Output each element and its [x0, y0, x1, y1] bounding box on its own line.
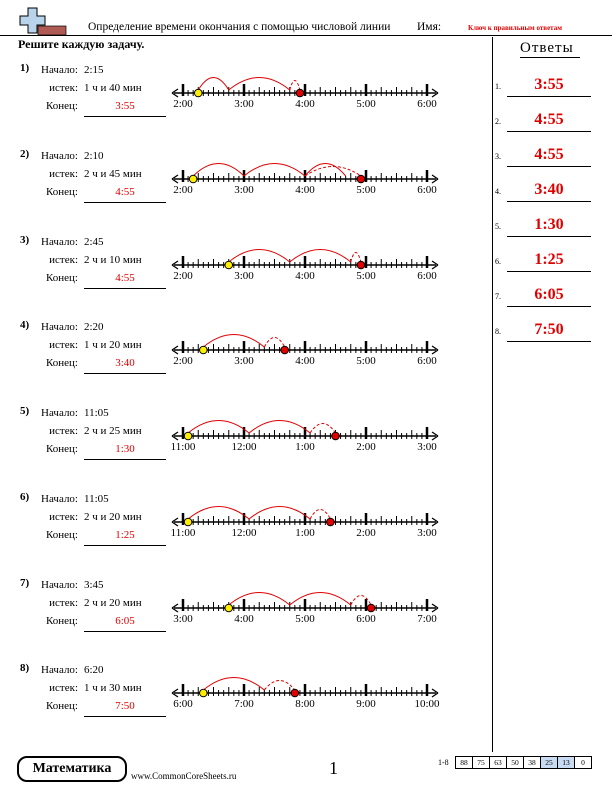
answer-key-value: 3:55 — [534, 76, 564, 93]
end-answer: 3:40 — [115, 357, 135, 369]
site-url: www.CommonCoreSheets.ru — [131, 771, 237, 781]
answer-key-value: 4:55 — [534, 146, 564, 163]
hour-label: 5:00 — [356, 270, 376, 282]
number-line — [170, 62, 440, 110]
start-value: 2:20 — [84, 321, 104, 333]
start-point — [184, 518, 192, 526]
hour-label: 9:00 — [356, 698, 376, 710]
hour-label: 6:00 — [356, 613, 376, 625]
hour-label: 3:00 — [234, 355, 254, 367]
elapsed-label: истек: — [49, 254, 78, 266]
elapsed-value: 2 ч и 45 мин — [84, 168, 142, 180]
plus-minus-logo-icon — [18, 5, 68, 35]
answer-key-number: 3. — [495, 152, 501, 161]
hour-label: 5:00 — [356, 355, 376, 367]
end-answer: 4:55 — [115, 272, 135, 284]
hour-label: 7:00 — [417, 613, 437, 625]
hour-label: 2:00 — [173, 355, 193, 367]
end-label: Конец: — [45, 272, 78, 284]
end-label: Конец: — [45, 100, 78, 112]
end-answer: 7:50 — [115, 700, 135, 712]
end-point — [327, 518, 335, 526]
elapsed-value: 2 ч и 20 мин — [84, 511, 142, 523]
problem-number: 2) — [20, 148, 30, 160]
score-cell: 63 — [489, 756, 507, 769]
problem-1 — [0, 62, 490, 142]
start-label: Начало: — [41, 236, 78, 248]
start-point — [200, 346, 208, 354]
elapsed-value: 2 ч и 10 мин — [84, 254, 142, 266]
end-label: Конец: — [45, 357, 78, 369]
hour-label: 10:00 — [414, 698, 440, 710]
end-answer: 1:30 — [115, 443, 135, 455]
number-line — [170, 234, 440, 282]
hour-label: 3:00 — [417, 441, 437, 453]
hour-label: 2:00 — [173, 270, 193, 282]
problem-number: 8) — [20, 662, 30, 674]
answers-title-underline — [520, 57, 580, 58]
number-line — [170, 148, 440, 196]
hour-label: 2:00 — [356, 527, 376, 539]
answer-key-row — [495, 105, 605, 129]
start-value: 11:05 — [84, 493, 109, 505]
answer-key-line — [507, 341, 591, 342]
start-value: 6:20 — [84, 664, 104, 676]
start-label: Начало: — [41, 579, 78, 591]
start-value: 11:05 — [84, 407, 109, 419]
instruction: Решите каждую задачу. — [18, 37, 145, 51]
end-answer: 1:25 — [115, 529, 135, 541]
problem-4 — [0, 319, 490, 399]
jump-arc — [188, 507, 249, 520]
end-answer-line — [84, 459, 166, 460]
hour-label: 2:00 — [356, 441, 376, 453]
final-jump-arc — [351, 253, 361, 263]
start-point — [225, 261, 233, 269]
start-point — [225, 604, 233, 612]
header-divider — [0, 35, 612, 36]
hour-label: 3:00 — [234, 98, 254, 110]
end-point — [332, 432, 340, 440]
end-label: Конец: — [45, 186, 78, 198]
end-point — [357, 175, 365, 183]
problem-3 — [0, 234, 490, 314]
start-label: Начало: — [41, 321, 78, 333]
answer-key-line — [507, 271, 591, 272]
jump-arc — [188, 421, 249, 434]
number-line — [170, 577, 440, 625]
answer-key-number: 8. — [495, 327, 501, 336]
answer-key-value: 6:05 — [534, 286, 564, 303]
hour-label: 12:00 — [231, 527, 257, 539]
problem-2 — [0, 148, 490, 228]
elapsed-label: истек: — [49, 339, 78, 351]
answer-key-line — [507, 96, 591, 97]
hour-label: 4:00 — [295, 270, 315, 282]
score-cell: 75 — [472, 756, 490, 769]
problem-number: 5) — [20, 405, 30, 417]
end-answer-line — [84, 288, 166, 289]
elapsed-value: 2 ч и 20 мин — [84, 597, 142, 609]
hour-label: 12:00 — [231, 441, 257, 453]
end-point — [357, 261, 365, 269]
final-jump-arc — [264, 681, 295, 691]
end-answer-line — [84, 373, 166, 374]
jump-arc — [203, 335, 264, 348]
hour-label: 7:00 — [234, 698, 254, 710]
elapsed-label: истек: — [49, 511, 78, 523]
hour-label: 5:00 — [356, 98, 376, 110]
score-cell: 0 — [574, 756, 592, 769]
answer-key-line — [507, 201, 591, 202]
answers-title: Ответы — [520, 40, 574, 56]
hour-label: 1:00 — [295, 527, 315, 539]
elapsed-value: 2 ч и 25 мин — [84, 425, 142, 437]
start-point — [184, 432, 192, 440]
hour-label: 4:00 — [295, 184, 315, 196]
hour-label: 2:00 — [173, 184, 193, 196]
start-label: Начало: — [41, 664, 78, 676]
end-label: Конец: — [45, 615, 78, 627]
hour-label: 5:00 — [295, 613, 315, 625]
end-answer-line — [84, 631, 166, 632]
answer-key-row — [495, 245, 605, 269]
start-label: Начало: — [41, 150, 78, 162]
hour-label: 2:00 — [173, 98, 193, 110]
end-answer-line — [84, 716, 166, 717]
elapsed-label: истек: — [49, 82, 78, 94]
hour-label: 6:00 — [417, 355, 437, 367]
jump-arc — [249, 421, 310, 434]
number-line — [170, 491, 440, 539]
end-point — [296, 89, 304, 97]
score-cell: 88 — [455, 756, 473, 769]
math-logo: Математика — [17, 756, 127, 782]
answer-key-row — [495, 280, 605, 304]
answer-key-row — [495, 140, 605, 164]
hour-label: 11:00 — [170, 441, 196, 453]
hour-label: 8:00 — [295, 698, 315, 710]
hour-label: 4:00 — [234, 613, 254, 625]
hour-label: 3:00 — [173, 613, 193, 625]
page-number: 1 — [329, 758, 338, 778]
score-cell: 25 — [540, 756, 558, 769]
answer-key-number: 6. — [495, 257, 501, 266]
final-jump-arc — [310, 424, 335, 434]
end-answer-line — [84, 545, 166, 546]
final-jump-arc — [351, 596, 371, 606]
jump-arc — [305, 164, 346, 177]
final-jump-arc — [290, 81, 300, 91]
answer-key-row — [495, 315, 605, 339]
score-cell: 13 — [557, 756, 575, 769]
score-cell: 50 — [506, 756, 524, 769]
answer-key-row — [495, 210, 605, 234]
answer-key-number: 5. — [495, 222, 501, 231]
problem-8 — [0, 662, 490, 742]
score-table — [456, 756, 592, 768]
worksheet-title: Определение времени окончания с помощью числовой линии — [88, 21, 391, 33]
problem-number: 7) — [20, 577, 30, 589]
start-point — [194, 89, 202, 97]
answer-key-number: 2. — [495, 117, 501, 126]
problem-number: 1) — [20, 62, 30, 74]
score-range: 1-8 — [438, 758, 449, 767]
jump-arc — [193, 164, 244, 177]
end-answer: 4:55 — [115, 186, 135, 198]
end-answer: 6:05 — [115, 615, 135, 627]
hour-label: 11:00 — [170, 527, 196, 539]
number-line — [170, 405, 440, 453]
start-value: 3:45 — [84, 579, 104, 591]
answer-key-label: Ключ к правильным ответам — [468, 24, 562, 32]
hour-label: 3:00 — [234, 270, 254, 282]
problem-number: 3) — [20, 234, 30, 246]
start-label: Начало: — [41, 493, 78, 505]
answer-key-line — [507, 131, 591, 132]
elapsed-label: истек: — [49, 597, 78, 609]
problem-6 — [0, 491, 490, 571]
end-point — [291, 689, 299, 697]
answer-key-value: 4:55 — [534, 111, 564, 128]
end-label: Конец: — [45, 700, 78, 712]
elapsed-value: 1 ч и 20 мин — [84, 339, 142, 351]
answer-key-value: 7:50 — [534, 321, 564, 338]
problem-7 — [0, 577, 490, 657]
answer-key-value: 3:40 — [534, 181, 564, 198]
problem-number: 4) — [20, 319, 30, 331]
start-label: Начало: — [41, 407, 78, 419]
end-answer-line — [84, 116, 166, 117]
elapsed-label: истек: — [49, 682, 78, 694]
start-point — [189, 175, 197, 183]
hour-label: 1:00 — [295, 441, 315, 453]
answer-key-number: 4. — [495, 187, 501, 196]
answer-key-value: 1:25 — [534, 251, 564, 268]
answer-key-line — [507, 306, 591, 307]
answer-key-line — [507, 166, 591, 167]
hour-label: 4:00 — [295, 98, 315, 110]
number-line — [170, 319, 440, 367]
start-value: 2:15 — [84, 64, 104, 76]
hour-label: 6:00 — [417, 98, 437, 110]
end-label: Конец: — [45, 529, 78, 541]
end-answer-line — [84, 202, 166, 203]
answer-key-number: 1. — [495, 82, 501, 91]
answer-key-number: 7. — [495, 292, 501, 301]
hour-label: 6:00 — [173, 698, 193, 710]
elapsed-value: 1 ч и 30 мин — [84, 682, 142, 694]
end-point — [367, 604, 375, 612]
start-point — [200, 689, 208, 697]
hour-label: 5:00 — [356, 184, 376, 196]
answers-divider — [492, 37, 493, 752]
answer-key-row — [495, 70, 605, 94]
jump-arc — [249, 507, 310, 520]
answer-key-line — [507, 236, 591, 237]
start-label: Начало: — [41, 64, 78, 76]
start-value: 2:10 — [84, 150, 104, 162]
jump-arc — [203, 678, 264, 691]
elapsed-value: 1 ч и 40 мин — [84, 82, 142, 94]
number-line — [170, 662, 440, 710]
end-label: Конец: — [45, 443, 78, 455]
name-label: Имя: — [417, 21, 442, 33]
hour-label: 3:00 — [417, 527, 437, 539]
hour-label: 6:00 — [417, 270, 437, 282]
hour-label: 4:00 — [295, 355, 315, 367]
start-value: 2:45 — [84, 236, 104, 248]
end-point — [281, 346, 289, 354]
answer-key-row — [495, 175, 605, 199]
score-cell: 38 — [523, 756, 541, 769]
problem-5 — [0, 405, 490, 485]
end-answer: 3:55 — [115, 100, 135, 112]
problem-number: 6) — [20, 491, 30, 503]
hour-label: 6:00 — [417, 184, 437, 196]
hour-label: 3:00 — [234, 184, 254, 196]
answer-key-value: 1:30 — [534, 216, 564, 233]
elapsed-label: истек: — [49, 425, 78, 437]
elapsed-label: истек: — [49, 168, 78, 180]
